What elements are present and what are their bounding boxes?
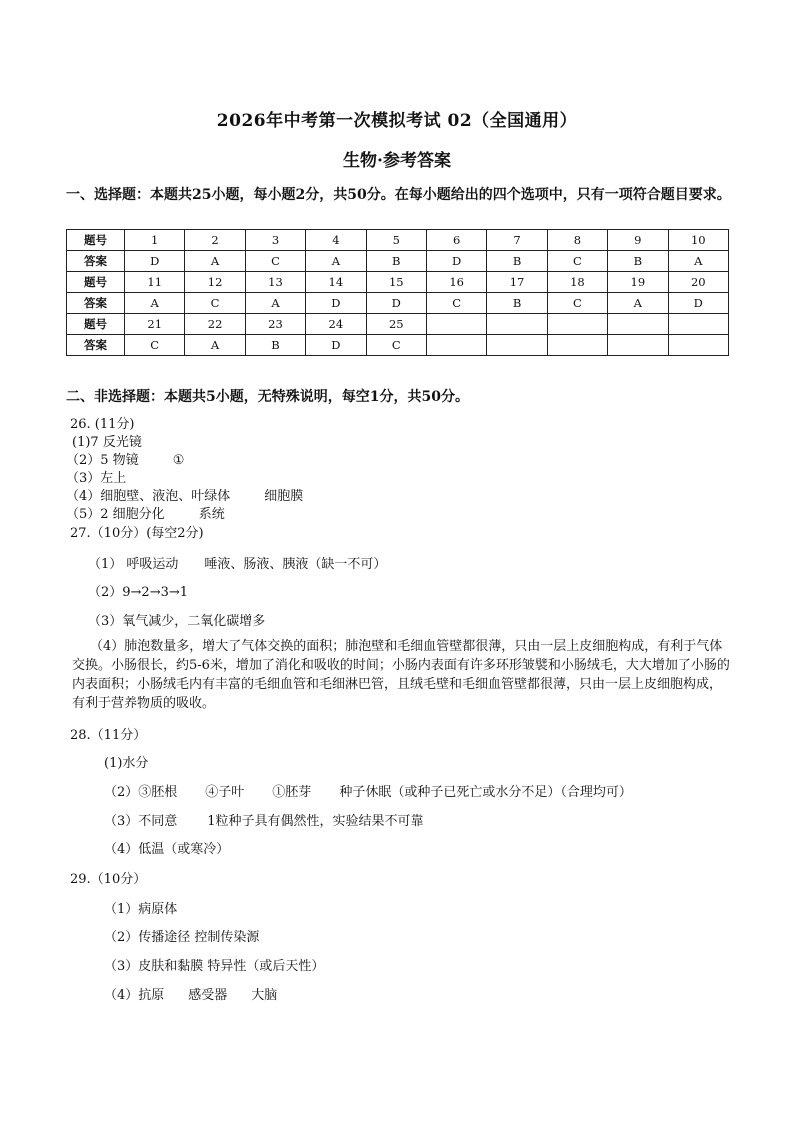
q26-line-3: （3）左上 — [66, 471, 127, 486]
question-number-cell — [608, 314, 668, 335]
question-number-cell: 18 — [547, 272, 607, 293]
answer-row — [67, 293, 729, 314]
exam-title: 2026年中考第一次模拟考试 02（全国通用） — [216, 111, 578, 131]
q29-line-4-c: 大脑 — [251, 988, 278, 1003]
q26-line-5 — [66, 503, 225, 522]
question-number-cell: 12 — [185, 272, 245, 293]
q27-line-1-b: 唾液、肠液、胰液（缺一不可） — [204, 557, 387, 572]
exam-subtitle: 生物·参考答案 — [343, 151, 451, 171]
row-label-answer: 答案 — [67, 293, 125, 314]
q28-line-2-b: ④子叶 — [205, 785, 245, 800]
question-number-cell: 25 — [366, 314, 426, 335]
section-1-heading: 一、选择题：本题共25小题，每小题2分，共50分。在每小题给出的四个选项中，只有一项符合题目要求。 — [66, 187, 731, 203]
answer-cell: A — [668, 251, 728, 272]
question-number-cell: 14 — [306, 272, 366, 293]
question-number-row — [67, 272, 729, 293]
q26-line-5-a: （5）2 细胞分化 — [66, 507, 165, 522]
answer-cell: A — [125, 293, 185, 314]
question-number-cell: 22 — [185, 314, 245, 335]
question-number-cell: 24 — [306, 314, 366, 335]
question-number-cell: 5 — [366, 230, 426, 251]
question-number-cell: 6 — [426, 230, 486, 251]
q29-line-4-a: （4）抗原 — [104, 988, 165, 1003]
question-number-cell: 4 — [306, 230, 366, 251]
question-number-cell: 19 — [608, 272, 668, 293]
answer-cell: C — [185, 293, 245, 314]
question-number-cell: 10 — [668, 230, 728, 251]
answer-cell: C — [366, 335, 426, 356]
q29-line-2: （2）传播途径 控制传染源 — [104, 930, 260, 945]
question-number-cell: 2 — [185, 230, 245, 251]
answer-cell — [426, 335, 486, 356]
q29-line-4-b: 感受器 — [188, 988, 228, 1003]
q26-line-2 — [66, 449, 184, 468]
q26-line-4-b: 细胞膜 — [264, 489, 304, 504]
question-number-row — [67, 230, 729, 251]
answer-cell — [487, 335, 547, 356]
q27-header: 27.（10分）(每空2分) — [70, 526, 204, 541]
answer-cell: D — [668, 293, 728, 314]
answer-cell — [608, 335, 668, 356]
q27-line-2: （2）9→2→3→1 — [88, 585, 189, 600]
answer-cell: C — [125, 335, 185, 356]
row-label-question: 题号 — [67, 272, 125, 293]
answer-cell — [668, 335, 728, 356]
question-number-cell — [668, 314, 728, 335]
answer-cell: A — [608, 293, 668, 314]
q28-line-2-c: ①胚芽 — [272, 785, 312, 800]
q28-line-3-b: 1粒种子具有偶然性，实验结果不可靠 — [207, 814, 424, 829]
question-number-cell: 7 — [487, 230, 547, 251]
q26-line-1: (1)7 反光镜 — [72, 435, 142, 450]
q26-line-4 — [66, 485, 303, 504]
question-number-cell: 17 — [487, 272, 547, 293]
q28-line-3-a: （3）不同意 — [104, 814, 178, 829]
answer-cell: D — [306, 335, 366, 356]
q27-line-3: （3）氧气减少，二氧化碳增多 — [88, 614, 266, 629]
question-number-cell: 1 — [125, 230, 185, 251]
q27-line-4: （4）肺泡数量多，增大了气体交换的面积；肺泡壁和毛细血管壁都很薄，只由一层上皮细胞构成，有利于气体交换。小肠很长，约5-6米，增加了消化和吸收的时间；小肠内表面有许多环形皱襞和小肠绒毛，大大增加了小肠的内表面积；小肠绒毛内有丰富的毛细血管和毛细淋巴管，且绒毛壁和毛细血管壁都很薄，只由一层上皮细胞构成，有利于营养物质的吸收。 — [72, 639, 730, 711]
q26-header: 26. (11分) — [70, 417, 135, 432]
row-label-answer: 答案 — [67, 251, 125, 272]
q29-header: 29.（10分） — [70, 872, 147, 887]
q26-line-2-b: ① — [172, 453, 185, 468]
answer-cell: B — [366, 251, 426, 272]
row-label-question: 题号 — [67, 230, 125, 251]
answer-cell: C — [547, 293, 607, 314]
answer-cell: A — [306, 251, 366, 272]
q28-line-2-d: 种子休眠（或种子已死亡或水分不足）（合理均可） — [339, 785, 632, 800]
answer-table — [66, 229, 729, 356]
question-number-cell: 21 — [125, 314, 185, 335]
q26-line-2-a: （2）5 物镜 — [66, 453, 139, 468]
question-number-cell: 11 — [125, 272, 185, 293]
answer-cell: B — [608, 251, 668, 272]
answer-cell: B — [487, 251, 547, 272]
answer-cell: A — [245, 293, 305, 314]
answer-cell: A — [185, 335, 245, 356]
answer-cell: B — [245, 335, 305, 356]
question-number-cell: 15 — [366, 272, 426, 293]
q28-line-4: （4）低温（或寒冷） — [104, 842, 230, 857]
row-label-answer: 答案 — [67, 335, 125, 356]
row-label-question: 题号 — [67, 314, 125, 335]
question-number-row — [67, 314, 729, 335]
answer-cell: B — [487, 293, 547, 314]
answer-cell: A — [185, 251, 245, 272]
q27-line-1 — [88, 553, 386, 572]
question-number-cell — [547, 314, 607, 335]
q29-line-1: （1）病原体 — [104, 902, 178, 917]
q28-line-2 — [104, 781, 632, 800]
q28-line-1: (1)水分 — [104, 756, 149, 771]
answer-cell — [547, 335, 607, 356]
answer-row — [67, 335, 729, 356]
question-number-cell — [426, 314, 486, 335]
answer-cell: C — [547, 251, 607, 272]
question-number-cell: 3 — [245, 230, 305, 251]
section-2-heading: 二、非选择题：本题共5小题，无特殊说明，每空1分，共50分。 — [66, 389, 469, 405]
question-number-cell: 23 — [245, 314, 305, 335]
question-number-cell: 16 — [426, 272, 486, 293]
question-number-cell — [487, 314, 547, 335]
answer-cell: D — [306, 293, 366, 314]
q26-line-5-b: 系统 — [198, 507, 225, 522]
q28-header: 28.（11分） — [70, 728, 147, 743]
question-number-cell: 13 — [245, 272, 305, 293]
q29-line-3: （3）皮肤和黏膜 特异性（或后天性） — [104, 959, 325, 974]
q28-line-3 — [104, 810, 424, 829]
q27-line-1-a: （1） 呼吸运动 — [88, 557, 179, 572]
question-number-cell: 9 — [608, 230, 668, 251]
question-number-cell: 8 — [547, 230, 607, 251]
answer-cell: C — [245, 251, 305, 272]
answer-cell: D — [426, 251, 486, 272]
question-number-cell: 20 — [668, 272, 728, 293]
q29-line-4 — [104, 984, 277, 1003]
answer-row — [67, 251, 729, 272]
answer-cell: D — [125, 251, 185, 272]
answer-cell: D — [366, 293, 426, 314]
q28-line-2-a: （2）③胚根 — [104, 785, 178, 800]
answer-cell: C — [426, 293, 486, 314]
q26-line-4-a: （4）细胞壁、液泡、叶绿体 — [66, 489, 231, 504]
